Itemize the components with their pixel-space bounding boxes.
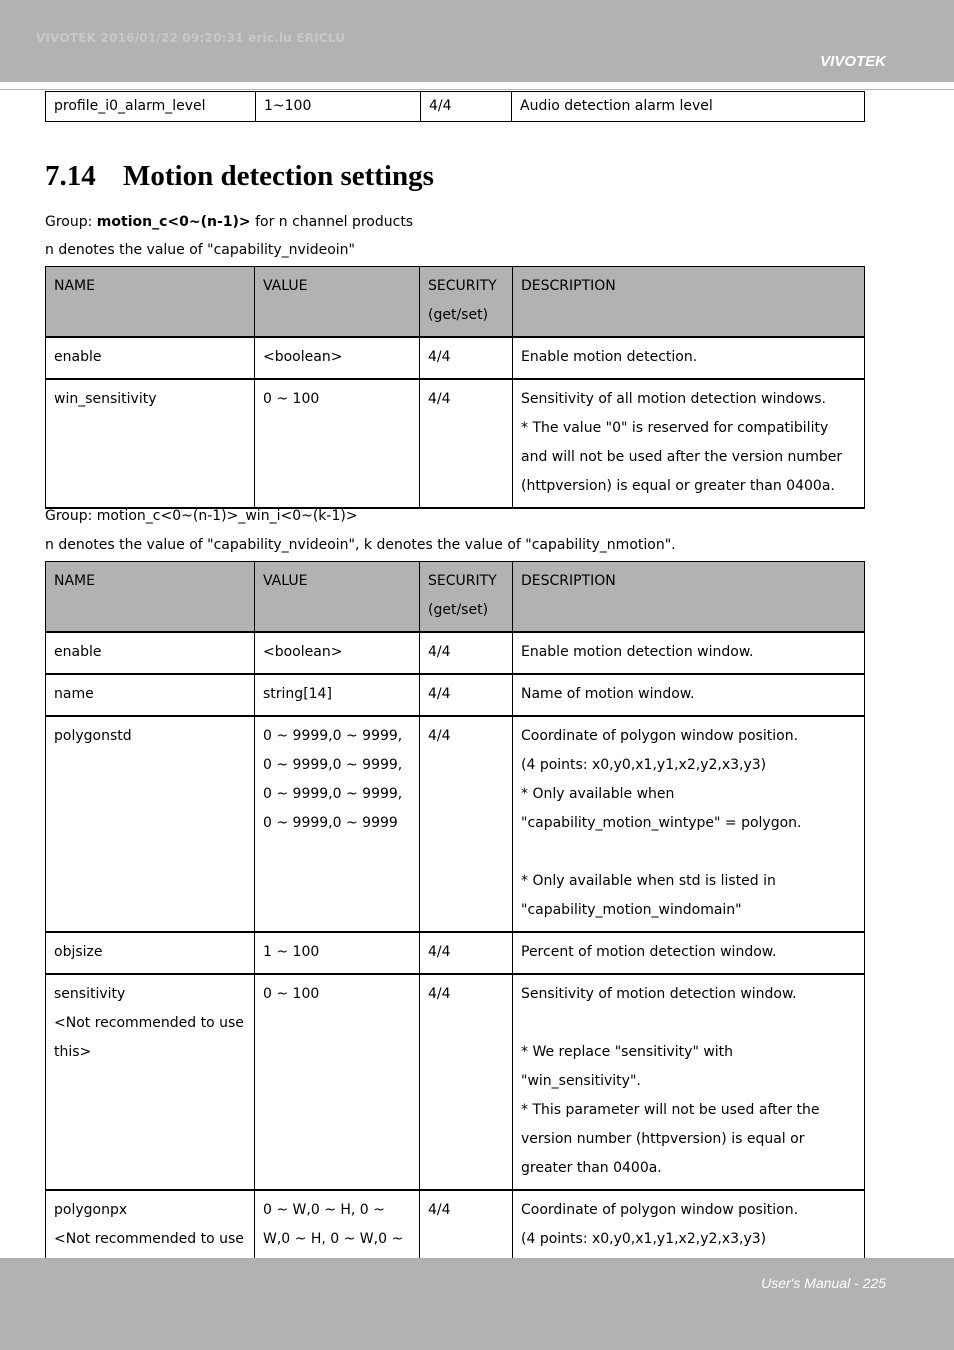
cell-description-line: "capability_motion_wintype" = polygon. — [521, 815, 802, 831]
cell-value-line: 0 ~ 9999,0 ~ 9999, — [263, 757, 403, 773]
cell-value-line: 0 ~ 100 — [263, 986, 320, 1002]
table-row — [46, 674, 865, 716]
cell-description — [513, 974, 865, 1190]
cell-description-line: Sensitivity of all motion detection windows. — [521, 391, 826, 407]
cell-value — [255, 379, 420, 508]
cell-value-line: 0 ~ 100 — [263, 391, 320, 407]
cell-name — [46, 716, 255, 932]
cell-security: 4/4 — [420, 974, 513, 1190]
cell-name — [46, 932, 255, 974]
cell-description — [513, 932, 865, 974]
previous-table-row — [45, 91, 865, 122]
cell-description-line: "win_sensitivity". — [521, 1073, 641, 1089]
cell-name-line: win_sensitivity — [54, 391, 157, 407]
cell-security: 4/4 — [420, 674, 513, 716]
table-row — [46, 632, 865, 674]
cell-description-line: * Only available when std is listed in — [521, 873, 776, 889]
cell-description-line: * We replace "sensitivity" with — [521, 1044, 734, 1060]
cell-security: 4/4 — [420, 379, 513, 508]
cell-description — [513, 674, 865, 716]
column-header-security-line: (get/set) — [428, 602, 489, 618]
column-header-description: DESCRIPTION — [513, 267, 865, 338]
cell-description-line — [521, 1009, 856, 1038]
cell-description-line: (httpversion) is equal or greater than 0400a. — [521, 478, 835, 494]
cell-name — [46, 674, 255, 716]
cell-description-line: Percent of motion detection window. — [521, 944, 777, 960]
cell-name — [46, 632, 255, 674]
header-divider — [0, 89, 954, 90]
cell-description-line: * The value "0" is reserved for compatibility — [521, 420, 829, 436]
table-row — [46, 379, 865, 508]
section-heading: Motion detection settings — [123, 160, 434, 192]
column-header-name: NAME — [46, 562, 255, 633]
cell-description-line: (4 points: x0,y0,x1,y1,x2,y2,x3,y3) — [521, 757, 767, 773]
column-header-description: DESCRIPTION — [513, 562, 865, 633]
cell-description-line: Coordinate of polygon window position. — [521, 728, 799, 744]
column-header-value: VALUE — [255, 562, 420, 633]
cell-value — [255, 337, 420, 379]
cell-description-line: Sensitivity of motion detection window. — [521, 986, 797, 1002]
cell-description — [513, 632, 865, 674]
cell-description-line: greater than 0400a. — [521, 1160, 662, 1176]
table-row — [46, 974, 865, 1190]
cell-description — [513, 379, 865, 508]
cell-value-line: string[14] — [263, 686, 332, 702]
cell-security: 4/4 — [420, 716, 513, 932]
motion-settings-table — [45, 266, 865, 509]
cell-value — [255, 716, 420, 932]
cell-name — [46, 974, 255, 1190]
cell-description-line: "capability_motion_windomain" — [521, 902, 742, 918]
cell-name — [46, 379, 255, 508]
cell-value-line: 1 ~ 100 — [263, 944, 320, 960]
table-header-row — [46, 267, 865, 338]
cell-value-line: <boolean> — [263, 644, 343, 660]
column-header-name: NAME — [46, 267, 255, 338]
watermark: VIVOTEK 2016/01/22 09:20:31 eric.lu ERICLU — [36, 31, 346, 45]
cell-description-line: Enable motion detection. — [521, 349, 698, 365]
cell-name-line: enable — [54, 644, 102, 660]
page-number: User's Manual - 225 — [761, 1275, 886, 1291]
cell-value-line: 0 ~ 9999,0 ~ 9999, — [263, 728, 403, 744]
table-header-row — [46, 562, 865, 633]
cell-name-line: polygonstd — [54, 728, 132, 744]
cell-description-line: version number (httpversion) is equal or — [521, 1131, 805, 1147]
cell-value-line: W,0 ~ H, 0 ~ W,0 ~ — [263, 1231, 404, 1247]
table-row — [46, 932, 865, 974]
cell-name-line: this> — [54, 1044, 92, 1060]
cell-description — [513, 716, 865, 932]
section-title — [45, 160, 434, 193]
column-header-security-line: SECURITY — [428, 278, 497, 294]
brand-logo-text: VIVOTEK — [820, 53, 886, 70]
cell-description-line: Enable motion detection window. — [521, 644, 754, 660]
cell-name-line: polygonpx — [54, 1202, 128, 1218]
table-row — [46, 92, 865, 122]
column-header-security-line: (get/set) — [428, 307, 489, 323]
cell-security: 4/4 — [420, 932, 513, 974]
cell-description-line — [521, 838, 856, 867]
cell-description-line: Coordinate of polygon window position. — [521, 1202, 799, 1218]
cell-name — [46, 337, 255, 379]
cell-name-line: objsize — [54, 944, 103, 960]
page-footer — [0, 1258, 954, 1350]
cell-value-line: 0 ~ W,0 ~ H, 0 ~ — [263, 1202, 385, 1218]
group-name: motion_c<0~(n-1)> — [96, 214, 251, 230]
cell-value — [255, 932, 420, 974]
cell-name-line: name — [54, 686, 94, 702]
cell-name-line: <Not recommended to use — [54, 1231, 244, 1247]
cell-security: 4/4 — [420, 1190, 513, 1319]
cell-value — [255, 974, 420, 1190]
cell-name-line: enable — [54, 349, 102, 365]
cell-value: 1~100 — [256, 92, 421, 122]
cell-name-line: <Not recommended to use — [54, 1015, 244, 1031]
cell-value — [255, 674, 420, 716]
cell-name: profile_i0_alarm_level — [46, 92, 256, 122]
cell-description: Audio detection alarm level — [512, 92, 865, 122]
table-row — [46, 337, 865, 379]
group2-note: n denotes the value of "capability_nvideoin", k denotes the value of "capability_nmotion". — [45, 537, 676, 553]
cell-security: 4/4 — [420, 337, 513, 379]
cell-security: 4/4 — [420, 632, 513, 674]
motion-window-table — [45, 561, 865, 1320]
cell-description-line: * This parameter will not be used after the — [521, 1102, 820, 1118]
cell-value-line: 0 ~ 9999,0 ~ 9999, — [263, 786, 403, 802]
section-number: 7.14 — [45, 160, 96, 192]
cell-value-line: <boolean> — [263, 349, 343, 365]
cell-value — [255, 632, 420, 674]
cell-description-line: and will not be used after the version number — [521, 449, 843, 465]
cell-description-line: * Only available when — [521, 786, 675, 802]
column-header-value: VALUE — [255, 267, 420, 338]
column-header-security-line: SECURITY — [428, 573, 497, 589]
cell-security: 4/4 — [421, 92, 512, 122]
cell-description — [513, 337, 865, 379]
column-header-security — [420, 267, 513, 338]
cell-name-line: sensitivity — [54, 986, 126, 1002]
group1-line: Group: motion_c<0~(n-1)> for n channel products — [45, 214, 414, 230]
cell-value-line: 0 ~ 9999,0 ~ 9999 — [263, 815, 398, 831]
table-row — [46, 716, 865, 932]
group2-line: Group: motion_c<0~(n-1)>_win_i<0~(k-1)> — [45, 508, 358, 524]
cell-description-line: Name of motion window. — [521, 686, 695, 702]
cell-description-line: (4 points: x0,y0,x1,y1,x2,y2,x3,y3) — [521, 1231, 767, 1247]
column-header-security — [420, 562, 513, 633]
group1-note: n denotes the value of "capability_nvideoin" — [45, 242, 355, 258]
